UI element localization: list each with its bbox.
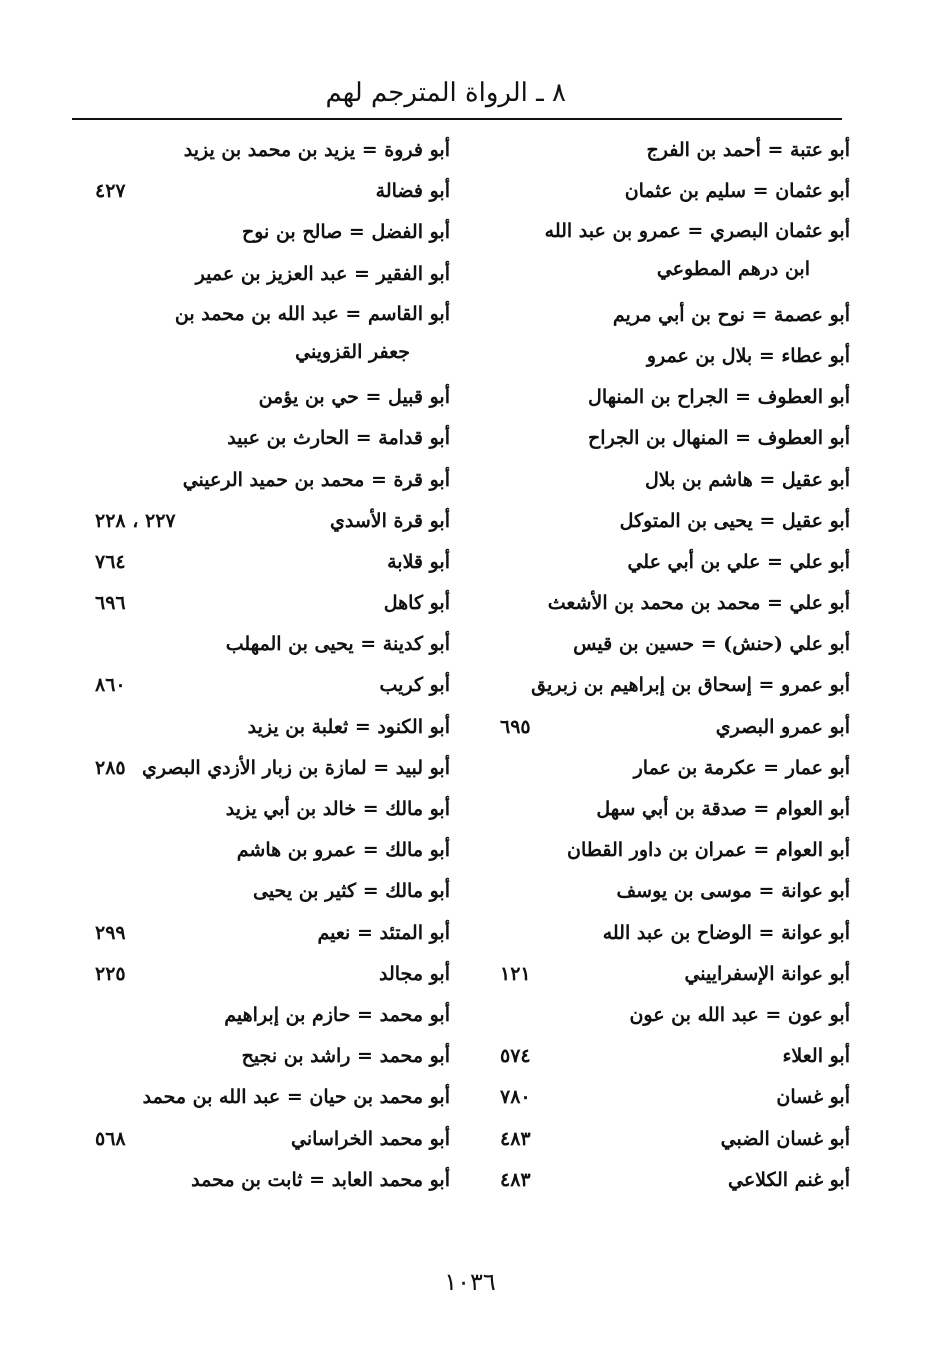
entry-name-text: أبو علي (حنش) = حسين بن قيس (573, 633, 850, 656)
index-entry (500, 501, 850, 542)
entry-name (588, 377, 850, 418)
page-number: ١٠٣٦ (444, 1268, 496, 1296)
index-entry (95, 501, 450, 542)
entry-name-continuation: ابن درهم المطوعي (656, 258, 810, 281)
entry-name (380, 665, 450, 706)
entry-name-text: أبو مالك = خالد بن أبي يزيد (225, 798, 450, 821)
entry-name (603, 913, 850, 954)
entry-name (196, 254, 450, 295)
entry-page-refs: ٧٨٠ (500, 1086, 531, 1109)
entry-name (384, 583, 450, 624)
index-entry (95, 130, 450, 171)
index-entry (95, 1036, 450, 1077)
entry-name (184, 130, 450, 171)
entry-name (237, 830, 450, 871)
entry-page-refs: ٥٦٨ (95, 1127, 126, 1150)
entry-name (782, 1036, 850, 1077)
entry-page-refs: ٢٩٩ (95, 921, 126, 944)
entry-name (387, 542, 450, 583)
index-entry (500, 130, 850, 171)
entry-page-refs: ٥٧٤ (500, 1045, 531, 1068)
index-entry (95, 254, 450, 295)
index-entry (95, 995, 450, 1036)
entry-page-refs: ٢٢٥ (95, 962, 126, 985)
index-entry (95, 542, 450, 583)
entry-page-refs: ٤٨٣ (500, 1168, 531, 1191)
entry-name (646, 130, 850, 171)
entry-name (627, 542, 850, 583)
entry-name-text: أبو عوانة = موسى بن يوسف (616, 880, 850, 903)
entry-name (143, 1077, 450, 1118)
entry-name (596, 789, 850, 830)
index-entry (95, 665, 450, 706)
entry-name-text: أبو عون = عبد الله بن عون (629, 1003, 850, 1026)
index-entry (500, 212, 850, 294)
entry-name (242, 1036, 450, 1077)
entry-name (110, 295, 450, 371)
entry-name-text: أبو كاهل (383, 592, 450, 615)
entry-name-text: أبو قبيل = حي بن يؤمن (258, 386, 450, 409)
entry-name (647, 336, 850, 377)
index-entry (500, 1036, 850, 1077)
index-entry (95, 954, 450, 995)
page-title: ٨ ـ الرواة المترجم لهم (325, 78, 566, 108)
entry-name (224, 995, 450, 1036)
index-entry (500, 707, 850, 748)
index-entry (500, 1119, 850, 1160)
index-entry (500, 789, 850, 830)
entry-name-text: أبو القاسم = عبد الله بن محمد بن (174, 302, 450, 325)
entry-name-text: أبو كريب (379, 674, 450, 697)
entry-name (510, 212, 850, 288)
entry-name-text: أبو عمرو = إسحاق بن إبراهيم بن زبريق (531, 674, 850, 697)
entry-name (227, 418, 450, 459)
entry-name (253, 871, 450, 912)
entry-name-text: أبو العطوف = المنهال بن الجراح (588, 427, 850, 450)
index-entry (500, 1160, 850, 1201)
entry-page-refs: ٢٨٥ (95, 756, 126, 779)
index-entry (500, 336, 850, 377)
entry-name (142, 748, 450, 789)
entry-name-text: أبو عثمان البصري = عمرو بن عبد الله (544, 220, 850, 243)
entry-name (531, 665, 850, 706)
index-entry (500, 583, 850, 624)
entry-name (625, 171, 850, 212)
entry-name (728, 1160, 850, 1201)
entry-page-refs: ٦٩٥ (500, 715, 531, 738)
entry-name-text: أبو المتئد = نعيم (317, 921, 450, 944)
index-entry (500, 295, 850, 336)
index-entry (500, 542, 850, 583)
index-entry (500, 830, 850, 871)
entry-name-text: أبو العطوف = الجراح بن المنهال (588, 386, 850, 409)
entry-name-text: أبو قرة الأسدي (329, 509, 450, 532)
index-entry (95, 1119, 450, 1160)
entry-name-text: أبو محمد = حازم بن إبراهيم (224, 1003, 450, 1026)
index-column-right (500, 130, 850, 1201)
entry-name (291, 1119, 450, 1160)
index-entry (95, 295, 450, 377)
entry-page-refs: ٨٦٠ (95, 674, 126, 697)
entry-name-text: أبو العوام = صدقة بن أبي سهل (596, 798, 850, 821)
entry-name-text: أبو محمد بن حيان = عبد الله بن محمد (142, 1086, 450, 1109)
entry-name (776, 1077, 850, 1118)
entry-name-text: أبو عطاء = بلال بن عمرو (646, 344, 850, 367)
entry-name-text: أبو عثمان = سليم بن عثمان (624, 180, 850, 203)
index-entry (95, 460, 450, 501)
entry-name (721, 1119, 850, 1160)
entry-name-text: أبو غسان الضبي (720, 1127, 850, 1150)
index-entry (500, 418, 850, 459)
entry-name (629, 995, 850, 1036)
index-entry (500, 913, 850, 954)
entry-name-text: أبو عصمة = نوح بن أبي مريم (612, 303, 850, 326)
entry-name (567, 830, 850, 871)
index-entry (95, 171, 450, 212)
index-entry (95, 1077, 450, 1118)
entry-name (645, 460, 850, 501)
index-entry (500, 748, 850, 789)
index-entry (95, 789, 450, 830)
entry-name-text: أبو الفقير = عبد العزيز بن عمير (195, 262, 450, 285)
index-entry (95, 212, 450, 253)
entry-name-text: أبو مالك = كثير بن يحيى (252, 880, 450, 903)
entry-name (620, 501, 850, 542)
entry-name-text: أبو قدامة = الحارث بن عبيد (227, 427, 450, 450)
entry-name (684, 954, 850, 995)
index-entry (500, 171, 850, 212)
entry-name (716, 707, 850, 748)
index-entry (95, 830, 450, 871)
entry-name-text: أبو الكنود = ثعلبة بن يزيد (247, 715, 450, 738)
entry-name-text: أبو علي = محمد بن محمد بن الأشعث (547, 592, 850, 615)
index-entry (95, 748, 450, 789)
entry-name (318, 913, 450, 954)
entry-name-text: أبو محمد العابد = ثابت بن محمد (191, 1168, 450, 1191)
index-entry (500, 377, 850, 418)
index-entry (500, 665, 850, 706)
entry-name-text: أبو فضالة (375, 180, 450, 203)
entry-name (191, 1160, 450, 1201)
entry-name-text: أبو قرة = محمد بن حميد الرعيني (182, 468, 450, 491)
entry-page-refs: ٦٩٦ (95, 592, 126, 615)
index-entry (95, 583, 450, 624)
entry-name (617, 871, 850, 912)
index-entry (500, 995, 850, 1036)
index-entry (95, 871, 450, 912)
entry-name-text: أبو قلابة (387, 550, 450, 573)
entry-name-continuation: جعفر القزويني (295, 340, 410, 363)
entry-name-text: أبو عمار = عكرمة بن عمار (633, 756, 850, 779)
entry-name (259, 377, 450, 418)
entry-page-refs: ٢٢٧ ، ٢٢٨ (95, 509, 176, 532)
entry-name (613, 295, 850, 336)
index-column-left (95, 130, 450, 1201)
entry-name (573, 624, 850, 665)
entry-page-refs: ٧٦٤ (95, 550, 126, 573)
entry-name-text: أبو علي = علي بن أبي علي (627, 550, 850, 573)
entry-name-text: أبو كدينة = يحيى بن المهلب (225, 633, 450, 656)
entry-name (634, 748, 850, 789)
entry-name (183, 460, 450, 501)
index-entry (95, 1160, 450, 1201)
entry-name-text: أبو عتبة = أحمد بن الفرج (646, 139, 850, 161)
entry-name-text: أبو العوام = عمران بن داور القطان (567, 839, 850, 862)
entry-page-refs: ١٢١ (500, 962, 531, 985)
entry-name-text: أبو مالك = عمرو بن هاشم (236, 839, 450, 862)
entry-name (226, 789, 450, 830)
entry-name (248, 707, 450, 748)
entry-name-text: أبو غنم الكلاعي (728, 1168, 850, 1191)
entry-name-text: أبو عوانة = الوضاح بن عبد الله (602, 921, 850, 944)
entry-name-text: أبو غسان (776, 1086, 850, 1109)
index-entry (500, 871, 850, 912)
entry-name (379, 954, 450, 995)
index-entry (95, 377, 450, 418)
entry-name (548, 583, 850, 624)
entry-name (588, 418, 850, 459)
page-header (72, 70, 842, 120)
entry-name-text: أبو عقيل = هاشم بن بلال (644, 468, 850, 491)
entry-page-refs: ٤٨٣ (500, 1127, 531, 1150)
entry-name-text: أبو الفضل = صالح بن نوح (241, 221, 450, 244)
entry-name-text: أبو عمرو البصري (715, 715, 850, 738)
entry-name (226, 624, 450, 665)
entry-name-text: أبو عوانة الإسفراييني (684, 962, 850, 985)
entry-page-refs: ٤٢٧ (95, 180, 126, 203)
entry-name (330, 501, 450, 542)
entry-name-text: أبو فروة = يزيد بن محمد بن يزيد (183, 139, 450, 161)
index-entry (500, 1077, 850, 1118)
index-entry (500, 954, 850, 995)
entry-name (242, 212, 450, 253)
entry-name-text: أبو العلاء (782, 1045, 850, 1068)
entry-name (376, 171, 450, 212)
index-entry (95, 624, 450, 665)
index-entry (95, 707, 450, 748)
index-entry (500, 624, 850, 665)
index-entry (95, 418, 450, 459)
index-entry (95, 913, 450, 954)
entry-name-text: أبو عقيل = يحيى بن المتوكل (619, 509, 850, 532)
entry-name-text: أبو محمد = راشد بن نجيح (241, 1045, 450, 1068)
index-entry (500, 460, 850, 501)
entry-name-text: أبو لبيد = لمازة بن زبار الأزدي البصري (142, 756, 450, 779)
entry-name-text: أبو محمد الخراساني (291, 1127, 450, 1150)
entry-name-text: أبو مجالد (379, 962, 450, 985)
